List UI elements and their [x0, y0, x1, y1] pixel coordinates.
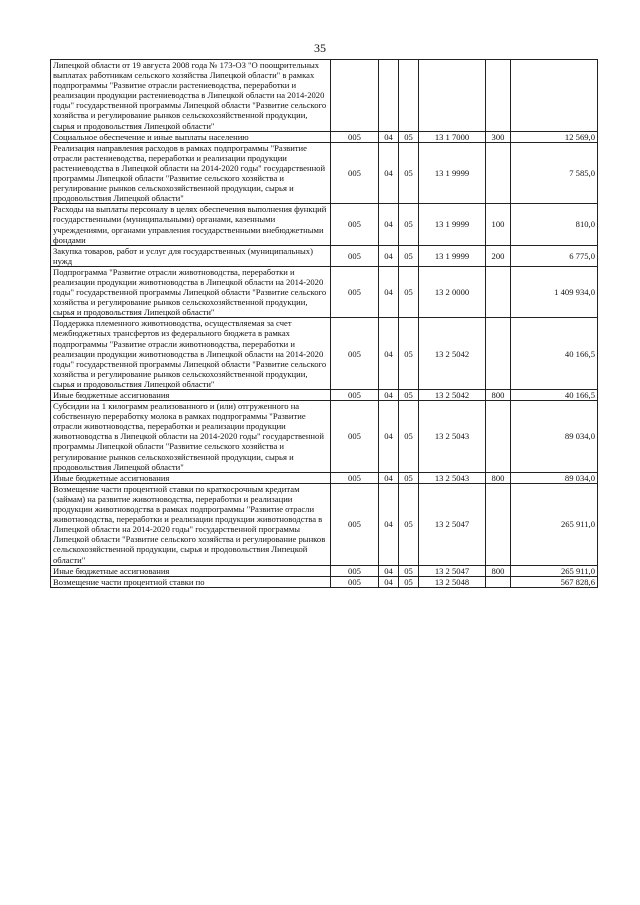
cell-target-article: 13 2 5047: [419, 483, 486, 565]
cell-section: 04: [379, 390, 399, 401]
cell-grbs: 005: [331, 131, 379, 142]
table-row: [51, 318, 598, 390]
table-row: [51, 565, 598, 576]
row-description: Реализация направления расходов в рамках подпрограммы "Развитие отрасли растениеводства, переработки и реализации продукции растениеводства в Липецкой области на 2014-2020 годы" государственной программы Липецкой области "Развитие сельского хозяйства и регулирование рынков сельскохозяйственной продукции, сырья и продовольствия Липецкой области": [51, 142, 331, 204]
cell-subsection: 05: [399, 142, 419, 204]
cell-grbs: 005: [331, 142, 379, 204]
cell-expense-type: [486, 142, 511, 204]
cell-target-article: 13 1 9999: [419, 245, 486, 266]
cell-expense-type: 800: [486, 565, 511, 576]
cell-expense-type: [486, 266, 511, 317]
table-row: [51, 60, 598, 132]
cell-subsection: 05: [399, 204, 419, 245]
cell-section: [379, 60, 399, 132]
cell-target-article: 13 2 5048: [419, 576, 486, 587]
table-row: [51, 390, 598, 401]
cell-grbs: [331, 60, 379, 132]
cell-section: 04: [379, 565, 399, 576]
row-description: Поддержка племенного животноводства, осуществляемая за счет межбюджетных трансфертов из федерального бюджета в рамках подпрограммы "Развитие отрасли животноводства, переработки и реализации продукции животноводства в Липецкой области на 2014-2020 годы" государственной программы Липецкой области "Развитие сельского хозяйства и регулирование рынков сельскохозяйственной продукции, сырья и продовольствия Липецкой области": [51, 318, 331, 390]
cell-grbs: 005: [331, 472, 379, 483]
cell-expense-type: [486, 483, 511, 565]
table-row: [51, 472, 598, 483]
cell-target-article: 13 2 0000: [419, 266, 486, 317]
cell-target-article: 13 2 5047: [419, 565, 486, 576]
row-description: Расходы на выплаты персоналу в целях обеспечения выполнения функций государственными (муниципальными) органами, казенными учреждениями, органами управления государственными внебюджетными фондами: [51, 204, 331, 245]
cell-subsection: [399, 60, 419, 132]
row-description: Социальное обеспечение и иные выплаты населению: [51, 131, 331, 142]
cell-section: 04: [379, 245, 399, 266]
cell-grbs: 005: [331, 401, 379, 473]
cell-subsection: 05: [399, 576, 419, 587]
row-description: Иные бюджетные ассигнования: [51, 390, 331, 401]
cell-grbs: 005: [331, 318, 379, 390]
cell-section: 04: [379, 266, 399, 317]
table-row: [51, 266, 598, 317]
cell-amount: 12 569,0: [511, 131, 598, 142]
table-row: [51, 131, 598, 142]
cell-target-article: 13 1 7000: [419, 131, 486, 142]
cell-grbs: 005: [331, 565, 379, 576]
cell-subsection: 05: [399, 245, 419, 266]
cell-amount: 1 409 934,0: [511, 266, 598, 317]
cell-target-article: 13 2 5042: [419, 318, 486, 390]
cell-section: 04: [379, 142, 399, 204]
cell-expense-type: [486, 60, 511, 132]
cell-amount: 810,0: [511, 204, 598, 245]
cell-expense-type: [486, 576, 511, 587]
cell-amount: [511, 60, 598, 132]
cell-expense-type: 800: [486, 472, 511, 483]
cell-target-article: 13 1 9999: [419, 142, 486, 204]
cell-subsection: 05: [399, 131, 419, 142]
cell-grbs: 005: [331, 483, 379, 565]
cell-section: 04: [379, 204, 399, 245]
cell-target-article: 13 2 5043: [419, 472, 486, 483]
cell-grbs: 005: [331, 576, 379, 587]
cell-amount: 265 911,0: [511, 483, 598, 565]
cell-subsection: 05: [399, 483, 419, 565]
cell-subsection: 05: [399, 266, 419, 317]
cell-amount: 7 585,0: [511, 142, 598, 204]
table-row: [51, 401, 598, 473]
cell-expense-type: 100: [486, 204, 511, 245]
cell-section: 04: [379, 131, 399, 142]
cell-subsection: 05: [399, 318, 419, 390]
budget-table: [50, 59, 598, 588]
row-description: Липецкой области от 19 августа 2008 года № 173-ОЗ "О поощрительных выплатах работникам сельского хозяйства Липецкой области" в рамках подпрограммы "Развитие отрасли растениеводства, переработки и реализации продукции растениеводства в Липецкой области на 2014-2020 годы" государственной программы Липецкой области "Развитие сельского хозяйства и регулирование рынков сельскохозяйственной продукции, сырья и продовольствия Липецкой области": [51, 60, 331, 132]
cell-amount: 89 034,0: [511, 401, 598, 473]
cell-section: 04: [379, 576, 399, 587]
cell-grbs: 005: [331, 204, 379, 245]
cell-grbs: 005: [331, 266, 379, 317]
row-description: Иные бюджетные ассигнования: [51, 472, 331, 483]
cell-section: 04: [379, 318, 399, 390]
table-row: [51, 204, 598, 245]
cell-grbs: 005: [331, 390, 379, 401]
cell-expense-type: 800: [486, 390, 511, 401]
cell-amount: 40 166,5: [511, 318, 598, 390]
table-row: [51, 483, 598, 565]
cell-expense-type: 200: [486, 245, 511, 266]
cell-amount: 40 166,5: [511, 390, 598, 401]
cell-amount: 6 775,0: [511, 245, 598, 266]
table-row: [51, 576, 598, 587]
cell-amount: 89 034,0: [511, 472, 598, 483]
cell-expense-type: [486, 318, 511, 390]
row-description: Возмещение части процентной ставки по краткосрочным кредитам (займам) на развитие животноводства, переработки и реализации продукции животноводства в рамках подпрограммы "Развитие отрасли животноводства, переработки и реализации продукции животноводства в Липецкой области на 2014-2020 годы" государственной программы Липецкой области "Развитие сельского хозяйства и регулирование рынков сельскохозяйственной продукции, сырья и продовольствия Липецкой области": [51, 483, 331, 565]
table-row: [51, 142, 598, 204]
row-description: Субсидии на 1 килограмм реализованного и (или) отгруженного на собственную переработку молока в рамках подпрограммы "Развитие отрасли животноводства, переработки и реализации продукции животноводства в Липецкой области на 2014-2020 годы" государственной программы Липецкой области "Развитие сельского хозяйства и регулирование рынков сельскохозяйственной продукции, сырья и продовольствия Липецкой области": [51, 401, 331, 473]
cell-section: 04: [379, 483, 399, 565]
cell-section: 04: [379, 401, 399, 473]
cell-target-article: 13 2 5042: [419, 390, 486, 401]
cell-subsection: 05: [399, 472, 419, 483]
cell-subsection: 05: [399, 401, 419, 473]
row-description: Возмещение части процентной ставки по: [51, 576, 331, 587]
cell-amount: 567 828,6: [511, 576, 598, 587]
cell-subsection: 05: [399, 565, 419, 576]
cell-amount: 265 911,0: [511, 565, 598, 576]
cell-target-article: 13 1 9999: [419, 204, 486, 245]
row-description: Иные бюджетные ассигнования: [51, 565, 331, 576]
cell-target-article: [419, 60, 486, 132]
cell-subsection: 05: [399, 390, 419, 401]
cell-grbs: 005: [331, 245, 379, 266]
cell-expense-type: [486, 401, 511, 473]
row-description: Подпрограмма "Развитие отрасли животноводства, переработки и реализации продукции животноводства в Липецкой области на 2014-2020 годы" государственной программы Липецкой области "Развитие сельского хозяйства и регулирование рынков сельскохозяйственной продукции, сырья и продовольствия Липецкой области": [51, 266, 331, 317]
cell-section: 04: [379, 472, 399, 483]
table-row: [51, 245, 598, 266]
page-number: 35: [314, 41, 326, 55]
cell-target-article: 13 2 5043: [419, 401, 486, 473]
row-description: Закупка товаров, работ и услуг для государственных (муниципальных) нужд: [51, 245, 331, 266]
cell-expense-type: 300: [486, 131, 511, 142]
